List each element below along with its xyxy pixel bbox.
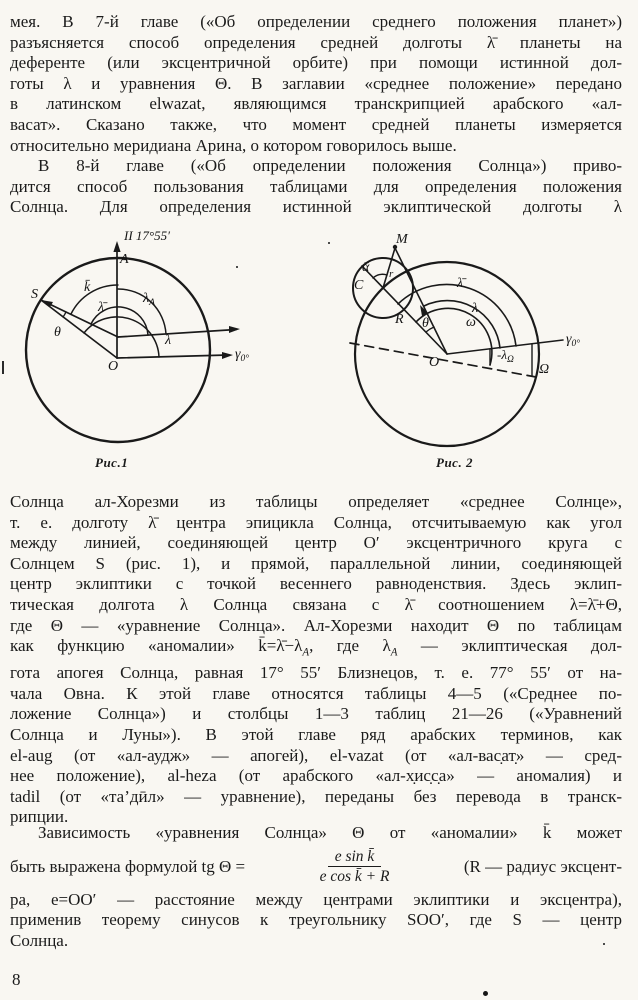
text-line: гота апогея Солнца, равная 17° 55′ Близнецов, т. е. 77° 55′ от на- xyxy=(10,663,622,683)
text-line: el-aug (от «ал-аудж» — апогей), el-vazat (от «ал-вас̣ат̣» — сред- xyxy=(10,745,622,765)
text-line: относительно меридиана Арина, о котором говорилось выше. xyxy=(10,135,457,155)
up-arrowhead xyxy=(113,241,120,252)
figure-1-eccentric-circle xyxy=(0,225,320,477)
text-line: центр эклиптики с точкой весеннего равноденствия. Здесь эклип- xyxy=(10,574,622,594)
formula-fraction xyxy=(320,848,390,885)
paragraph-4 xyxy=(10,823,622,951)
node-longitude-label: $-\lambda_\Omega$ xyxy=(497,347,514,365)
k-bar-arc xyxy=(71,285,118,314)
text-line: где Θ — «уравнение Солнца». Ал-Хорезми находит Θ по таблицам xyxy=(10,615,622,635)
lambda-a-arc xyxy=(118,289,166,334)
text-line: между линией, соединяющей центр O′ эксцентричного круга с xyxy=(10,533,622,553)
text-line: мея. В 7-й главе («Об определении среднего положения планет») xyxy=(10,12,622,31)
text-line: тическая долгота λ Солнца связана с λ̄ соотношением λ=λ̄+Θ, xyxy=(10,594,622,614)
paragraph-3 xyxy=(10,492,622,828)
text-line: васат». Сказано также, что момент средней планеты измеряется xyxy=(10,114,622,134)
page-number: 8 xyxy=(12,970,21,989)
formula-tail-text: (R — радиус эксцент- xyxy=(463,856,622,876)
epicycle-anomaly-label: ᾱ xyxy=(362,260,370,275)
vernal-equinox-label: $\gamma_{0^\circ}$ xyxy=(566,332,581,349)
text-line: дится способ пользования таблицами для определения положения xyxy=(10,176,622,196)
scan-speck xyxy=(328,242,330,244)
right-arrowhead xyxy=(222,352,233,359)
text-line-with-subscripts: как функцию «аномалии» $k̄=\lambdā-\lambda_A$, где $\lambda_A$ — эклиптическая дол- xyxy=(10,636,622,659)
line-o-s xyxy=(41,300,117,358)
scan-speck xyxy=(483,991,488,996)
epicycle-radius-label: r xyxy=(389,268,394,280)
gemini-apogee-label: II 17°55′ xyxy=(124,228,170,243)
text-line: готы λ и уравнения Θ. В заглавии «среднее положение» передано xyxy=(10,73,622,93)
text-line: чала Овна. К этой главе относятся таблицы 4—5 («Среднее по- xyxy=(10,683,622,703)
text-line: деференте (или эксцентричной орбите) при помощи истинной дол- xyxy=(10,53,622,73)
alpha-bar-arc xyxy=(373,274,387,278)
text-line: т. е. долготу λ̄ центра эпицикла Солнца, отсчитываемую как угол xyxy=(10,512,622,532)
epicycle-center-label: C xyxy=(354,278,364,293)
lower-horizontal-line xyxy=(117,355,228,358)
text-line: В 8-й главе («Об определении положения Солнца») приво- xyxy=(38,156,622,176)
point-a-label: A xyxy=(120,252,129,267)
text-line: Зависимость «уравнения Солнца» Θ от «аномалии» k̄ может xyxy=(38,823,622,842)
text-line: Солнца ал-Хорезми из таблицы определяет «среднее Солнце», xyxy=(10,492,622,511)
planet-m-label: M xyxy=(396,232,408,247)
vernal-equinox-label: $\gamma_{0^\circ}$ xyxy=(235,347,250,364)
text-line: tadil (от «та’дӣл» — уравнение), переданы без перевода в транск- xyxy=(10,786,622,806)
center-o-label: O xyxy=(429,355,440,370)
equation-angle-label: θ xyxy=(54,325,61,340)
theta-arc xyxy=(63,312,66,317)
sun-point-label: S xyxy=(31,287,38,302)
text-line: Солнца и Луны»). В этой главе ряд арабских терминов, как xyxy=(10,724,622,744)
fraction-numerator: e sin k̄ xyxy=(328,848,382,867)
paragraph-top xyxy=(10,12,622,218)
formula-line xyxy=(10,844,622,890)
text-line: разъясняется способ определения средней долготы λ̄ планеты на xyxy=(10,32,622,52)
deferent-radius-label: R xyxy=(395,312,404,327)
mean-longitude-label: λ̄ xyxy=(457,276,464,291)
true-longitude-label: λ xyxy=(472,301,479,316)
figure-1-caption: Рис.1 xyxy=(95,455,129,470)
mean-longitude-label: λ̄ xyxy=(98,300,105,315)
text-line: нее положение), al-heza (от арабского «ал-х̣ис̣с̣а» — аномалия) и xyxy=(10,766,622,786)
text-line: ра, e=OO′ — расстояние между центрами эклиптики и эксцентра), xyxy=(10,889,622,909)
theta-angle-label: θ xyxy=(422,316,429,331)
text-line: Солнца. xyxy=(10,930,69,950)
scan-edge-mark xyxy=(2,361,4,374)
true-longitude-label: λ xyxy=(165,333,172,348)
scan-speck xyxy=(603,943,605,945)
right-arrowhead xyxy=(229,326,240,333)
formula-lead-text: быть выражена формулой tg Θ = xyxy=(10,856,246,876)
figure-2-caption: Рис. 2 xyxy=(436,455,473,470)
anomaly-angle-label: k̄ xyxy=(84,280,91,295)
omega-angle-label: ω xyxy=(466,315,476,330)
text-line: Солнца. Для определения истинной эклиптической долготы λ xyxy=(10,197,622,217)
s-arrowhead xyxy=(41,300,53,307)
text-line: рипции. xyxy=(10,807,69,827)
text-line: применив теорему синусов к треугольнику SOO′, где S — центр xyxy=(10,910,622,930)
center-o-label: O xyxy=(108,359,119,374)
fraction-denominator: e cos k̄ + R xyxy=(319,868,390,886)
text-line: в латинском elwazat, являющимся транскрипцией арабского «ал- xyxy=(10,94,622,114)
node-point-label: Ω xyxy=(539,362,550,377)
apogee-longitude-label: $\lambda_A$ xyxy=(143,291,155,308)
figure-2-epicycle xyxy=(320,225,638,477)
text-line: Солнцем S (рис. 1), и прямой, параллельной линии, соединяющей xyxy=(10,553,622,573)
scan-speck xyxy=(236,266,238,268)
text-line: ложение Солнца») и столбцы 1—3 таблиц 21—26 («Уравнений xyxy=(10,704,622,724)
upper-horizontal-line xyxy=(118,330,236,338)
figure-1-drawing xyxy=(0,225,320,477)
